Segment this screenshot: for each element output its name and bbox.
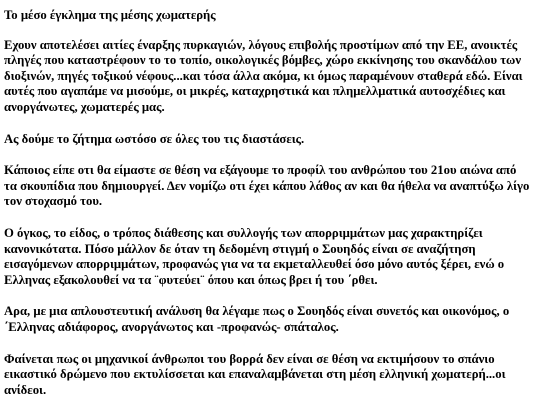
paragraph-analysis: Αρα, με μια απλουστευτική ανάλυση θα λέγαμε πως ο Σουηδός είναι συνετός και οικονόμος, ο ΄Ελληνας αδιάφορος, ανοργάνωτος και -προφανώς- σπάταλος.	[4, 304, 510, 334]
paragraph-volume: Ο όγκος, το είδος, ο τρόπος διάθεσης και συλλογής των απορριμμάτων μας χαρακτηρίζει κανονικότατα. Πόσο μάλλον δε όταν τη δεδομένη στιγμή ο Σουηδός είναι σε αναζήτηση εισαγόμενων απορριμμάτων, προφανώς για να τα εκμεταλλευθεί όσο μόνο αυτός ξέρει, ενώ ο Ελληνας εξακολουθεί να τα ¨φυτεύει¨ όπου και όπως βρει ή του ΄ρθει.	[4, 225, 505, 287]
paragraph-intro: Εχουν αποτελέσει αιτίες έναρξης πυρκαγιών, λόγους επιβολής προστίμων από την ΕΕ, ανοικτές πληγές που καταστρέφουν το το τοπίο, οικολογικές βόμβες, χώρο εκκίνησης του σκανδάλου των διοξινών, πηγές τοξικού νέφους...και τόσα άλλα ακόμα, κι όμως παραμένουν σταθερά εδώ. Είναι αυτές που αγαπάμε να μισούμε, οι μικρές, καταχρηστικά και πλημελλματικά αυτοσχέδιες και ανοργάνωτες, χωματερές μας.	[4, 37, 523, 114]
paragraph-north: Φαίνεται πως οι μηχανικοί άνθρωποι του βορρά δεν είναι σε θέση να εκτιμήσουν το σπάνιο εικαστικό δρώμενο που εκτυλίσσεται και επαναλαμβάνεται στη μέση ελληνική χωματερή...οι ανίδεοι.	[4, 351, 506, 397]
paragraph-dimensions: Ας δούμε το ζήτημα ωστόσο σε όλες του τις διαστάσεις.	[4, 131, 305, 146]
paragraph-profile: Κάποιος είπε οτι θα είμαστε σε θέση να εξάγουμε το προφίλ του ανθρώπου του 21ου αιώνα από τα σκουπίδια που δημιουργεί. Δεν νομίζω οτι έχει κάπου λάθος αν και θα ήθελα να αναπτύξω λίγο τον στοχασμό του.	[4, 163, 530, 209]
article-title: Το μέσο έγκλημα της μέσης χωματερής	[4, 8, 216, 22]
